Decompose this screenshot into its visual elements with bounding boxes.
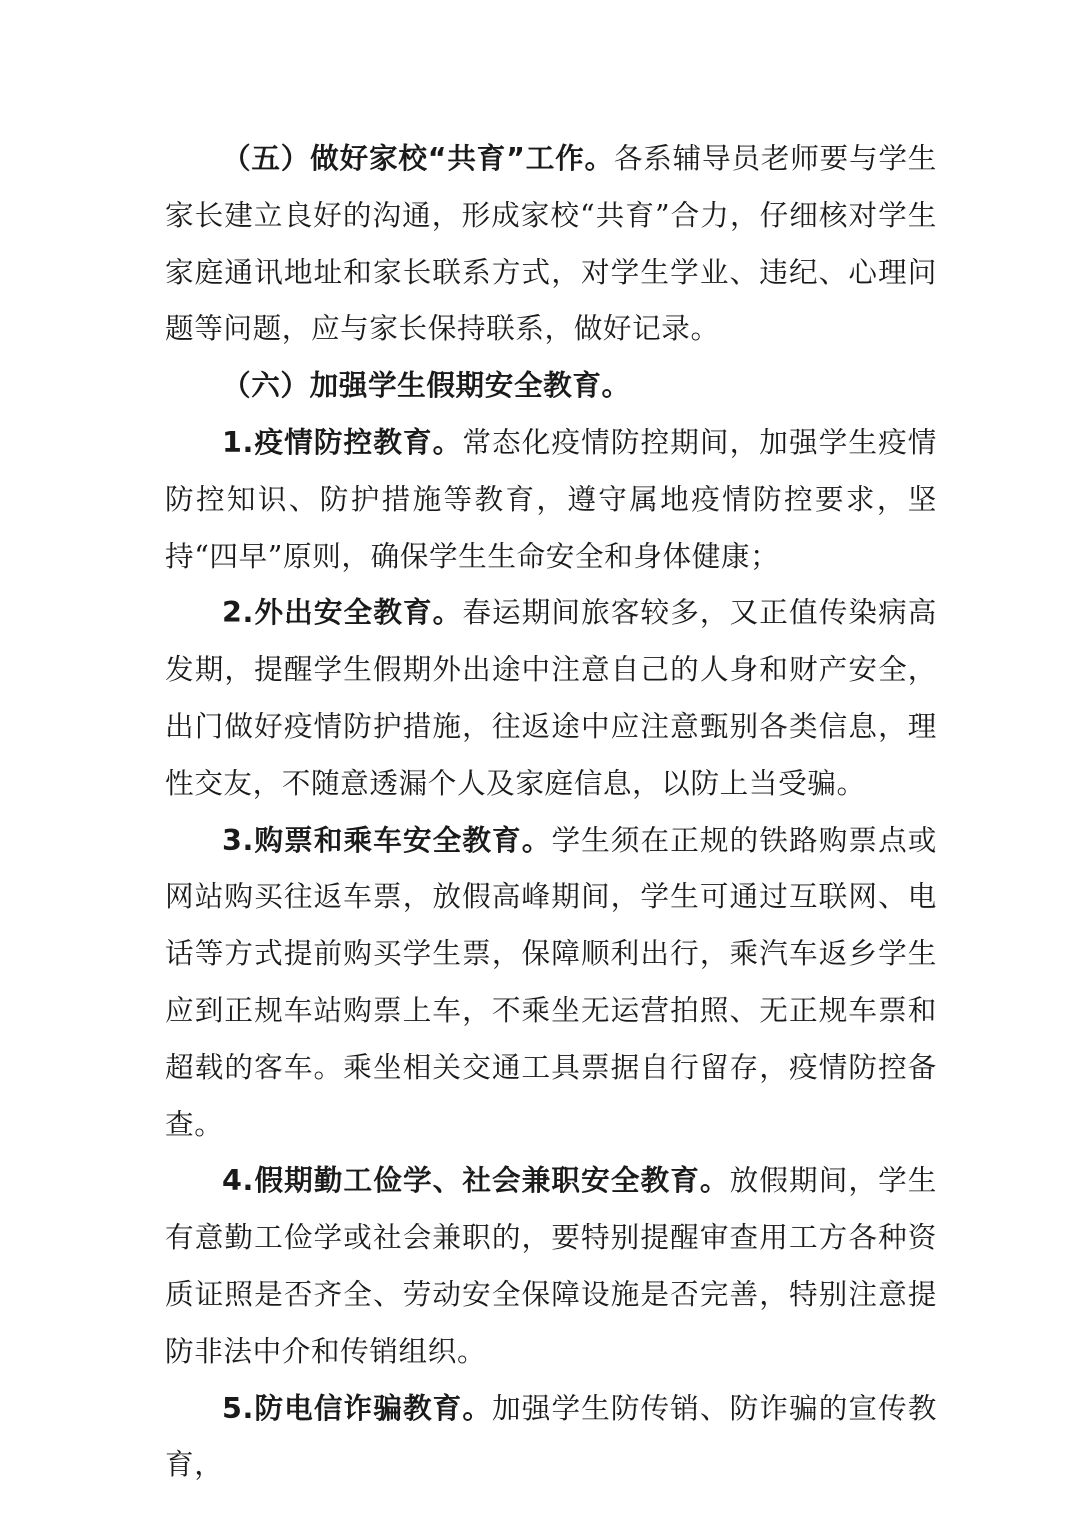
paragraph-telecom-fraud <box>165 1380 937 1494</box>
paragraph-lead: 2.外出安全教育。 <box>222 595 463 630</box>
paragraph-lead: 4.假期勤工俭学、社会兼职安全教育。 <box>222 1163 730 1198</box>
paragraph-lead: （五）做好家校“共育”工作。 <box>222 141 614 175</box>
paragraph-text: 学生须在正规的铁路购票点或网站购买往返车票，放假高峰期间，学生可通过互联网、电话等方式提前购买学生票，保障顺利出行，乘汽车返乡学生应到正规车站购票上车，不乘坐无运营拍照、无正规车票和超载的客车。乘坐相关交通工具票据自行留存，疫情防控备查。 <box>165 822 937 1141</box>
paragraph-home-school <box>165 130 937 357</box>
paragraph-text: 各系辅导员老师要与学生家长建立良好的沟通，形成家校“共育”合力，仔细核对学生家庭通讯地址和家长联系方式，对学生学业、违纪、心理问题等问题，应与家长保持联系，做好记录。 <box>165 141 937 346</box>
paragraph-text: 常态化疫情防控期间，加强学生疫情防控知识、防护措施等教育，遵守属地疫情防控要求，坚持“四早”原则，确保学生生命安全和身体健康； <box>165 424 937 573</box>
paragraph-ticketing <box>165 812 937 1153</box>
paragraph-parttime-work <box>165 1152 937 1379</box>
section-heading-text: （六）加强学生假期安全教育。 <box>222 368 631 403</box>
paragraph-lead: 3.购票和乘车安全教育。 <box>222 822 552 857</box>
paragraph-text: 加强学生防传销、防诈骗的宣传教育， <box>165 1390 937 1482</box>
paragraph-text: 春运期间旅客较多，又正值传染病高发期，提醒学生假期外出途中注意自己的人身和财产安全，出门做好疫情防护措施，往返途中应注意甄别各类信息，理性交友，不随意透漏个人及家庭信息，以防上当受骗。 <box>165 595 937 800</box>
document-body <box>165 130 937 1493</box>
paragraph-text: 放假期间，学生有意勤工俭学或社会兼职的，要特别提醒审查用工方各种资质证照是否齐全、劳动安全保障设施是否完善，特别注意提防非法中介和传销组织。 <box>165 1163 938 1368</box>
paragraph-lead: 5.防电信诈骗教育。 <box>222 1390 493 1425</box>
paragraph-travel <box>165 584 937 811</box>
paragraph-epidemic <box>165 414 937 584</box>
section-heading-safety <box>165 357 937 414</box>
paragraph-lead: 1.疫情防控教育。 <box>222 424 463 459</box>
